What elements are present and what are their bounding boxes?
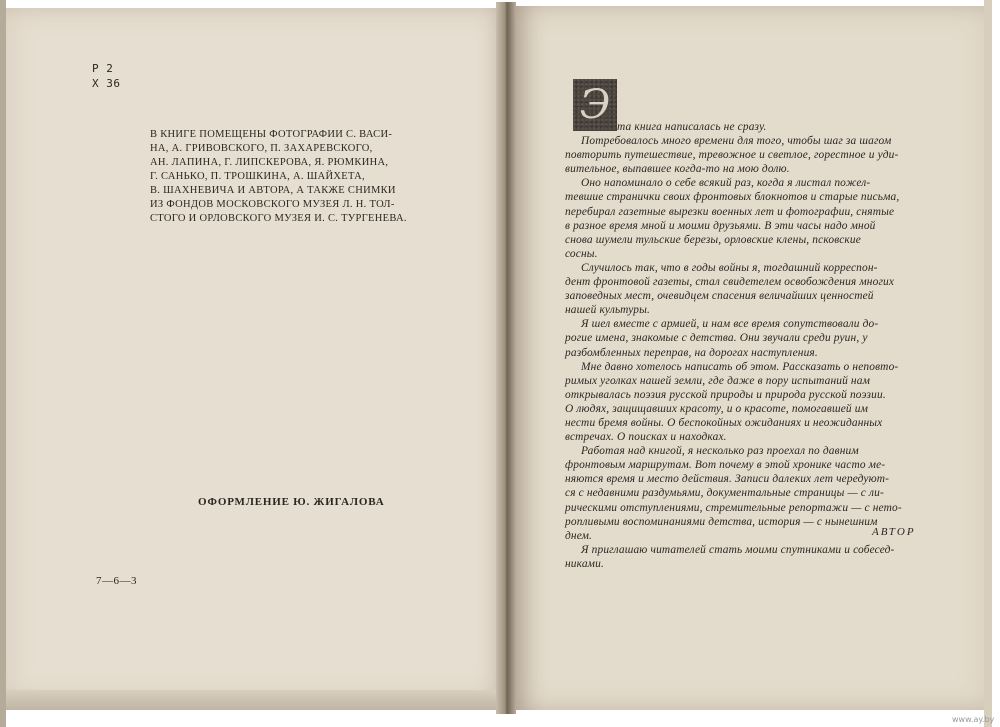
preface-line: та книга написалась не сразу. xyxy=(617,121,767,133)
preface-line: сосны. xyxy=(565,247,598,260)
preface-line: тевшие странички своих фронтовых блокнотов и старые письма, xyxy=(565,191,900,204)
credits-line: СТОГО И ОРЛОВСКОГО МУЗЕЯ И. С. ТУРГЕНЕВА. xyxy=(150,213,407,224)
preface-line: встречах. О поисках и находках. xyxy=(565,431,727,444)
preface-line: Работая над книгой, я несколько раз проехал по давним xyxy=(581,445,859,458)
preface-line: повторить путешествие, тревожное и светлое, горестное и уди- xyxy=(565,149,899,162)
preface-line: фронтовым маршрутам. Вот почему в этой хронике часто ме- xyxy=(565,459,886,472)
classification-code: Х 36 xyxy=(92,77,121,90)
preface-line: ся с недавними раздумьями, документальные страницы — с ли- xyxy=(565,487,884,500)
preface-line: нашей культуры. xyxy=(565,304,650,317)
preface-line: римых уголках нашей земли, где даже в пору испытаний нам xyxy=(565,374,870,387)
book-spine xyxy=(496,2,516,714)
credits-line: ИЗ ФОНДОВ МОСКОВСКОГО МУЗЕЯ Л. Н. ТОЛ- xyxy=(150,199,395,210)
credits-line: АН. ЛАПИНА, Г. ЛИПСКЕРОВА, Я. РЮМКИНА, xyxy=(150,157,389,168)
preface-line: вительное, выпавшее когда-то на мою долю. xyxy=(565,163,790,176)
preface-text xyxy=(565,120,935,571)
preface-line: дент фронтовой газеты, стал свидетелем освобождения многих xyxy=(565,276,895,289)
preface-line: никами. xyxy=(565,557,604,570)
author-signature: АВТОР xyxy=(872,526,916,538)
preface-line: Случилось так, что в годы войны я, тогдашний корреспон- xyxy=(581,261,878,274)
drop-cap-letter: Э xyxy=(579,82,611,128)
preface-line: няются время и место действия. Записи далеких лет чередуют- xyxy=(565,473,890,486)
credits-line: НА, А. ГРИВОВСКОГО, П. ЗАХАРЕВСКОГО, xyxy=(150,143,373,154)
preface-line: заповедных мест, очевидцем спасения величайших ценностей xyxy=(565,290,874,303)
credits-line: В КНИГЕ ПОМЕЩЕНЫ ФОТОГРАФИИ С. ВАСИ- xyxy=(150,129,393,140)
cover-bottom-edge xyxy=(6,690,506,710)
watermark: www.ay.by xyxy=(952,715,995,724)
preface-line: перебирал газетные вырезки военных лет и фотографии, снятые xyxy=(565,205,895,218)
classification-code: Р 2 xyxy=(92,62,114,75)
preface-line: Мне давно хотелось написать об этом. Рассказать о неповто- xyxy=(581,360,899,373)
credits-line: В. ШАХНЕВИЧА И АВТОРА, А ТАКЖЕ СНИМКИ xyxy=(150,185,396,196)
photo-credits xyxy=(150,128,412,226)
preface-line: Я шел вместе с армией, и нам все время сопутствовали до- xyxy=(581,318,879,331)
preface-line: Оно напоминало о себе всякий раз, когда я листал пожел- xyxy=(581,177,871,190)
credits-line: Г. САНЬКО, П. ТРОШКИНА, А. ШАЙХЕТА, xyxy=(150,171,365,182)
preface-line: днем. xyxy=(565,529,593,542)
preface-line: Я приглашаю читателей стать моими спутниками и собесед- xyxy=(581,543,895,556)
preface-line: нести бремя войны. О беспокойных ожиданиях и неожиданных xyxy=(565,416,883,429)
left-page xyxy=(6,8,508,700)
order-code: 7—6—3 xyxy=(96,575,137,587)
preface-line: ропливыми воспоминаниями детства, история — с нынешним xyxy=(565,515,878,528)
preface-line: рическими отступлениями, стремительные репортажи — с нето- xyxy=(565,501,902,514)
preface-line: открывалась поэзия русской природы и природа русской поэзии. xyxy=(565,388,886,401)
preface-line: Потребовалось много времени для того, чтобы шаг за шагом xyxy=(581,135,892,148)
preface-line: в разное время мной и моими друзьями. В эти часы надо мной xyxy=(565,219,876,232)
preface-line: разбомбленных переправ, на дорогах наступления. xyxy=(565,346,818,359)
preface-line: рогие имена, знакомые с детства. Они звучали среди руин, у xyxy=(565,332,868,345)
page-edge xyxy=(984,0,992,727)
preface-line: О людях, защищавших красоту, и о красоте, помогавшей им xyxy=(565,402,869,415)
design-credit: ОФОРМЛЕНИЕ Ю. ЖИГАЛОВА xyxy=(198,496,385,508)
preface-line: снова шумели тульские березы, орловские клены, псковские xyxy=(565,233,861,246)
